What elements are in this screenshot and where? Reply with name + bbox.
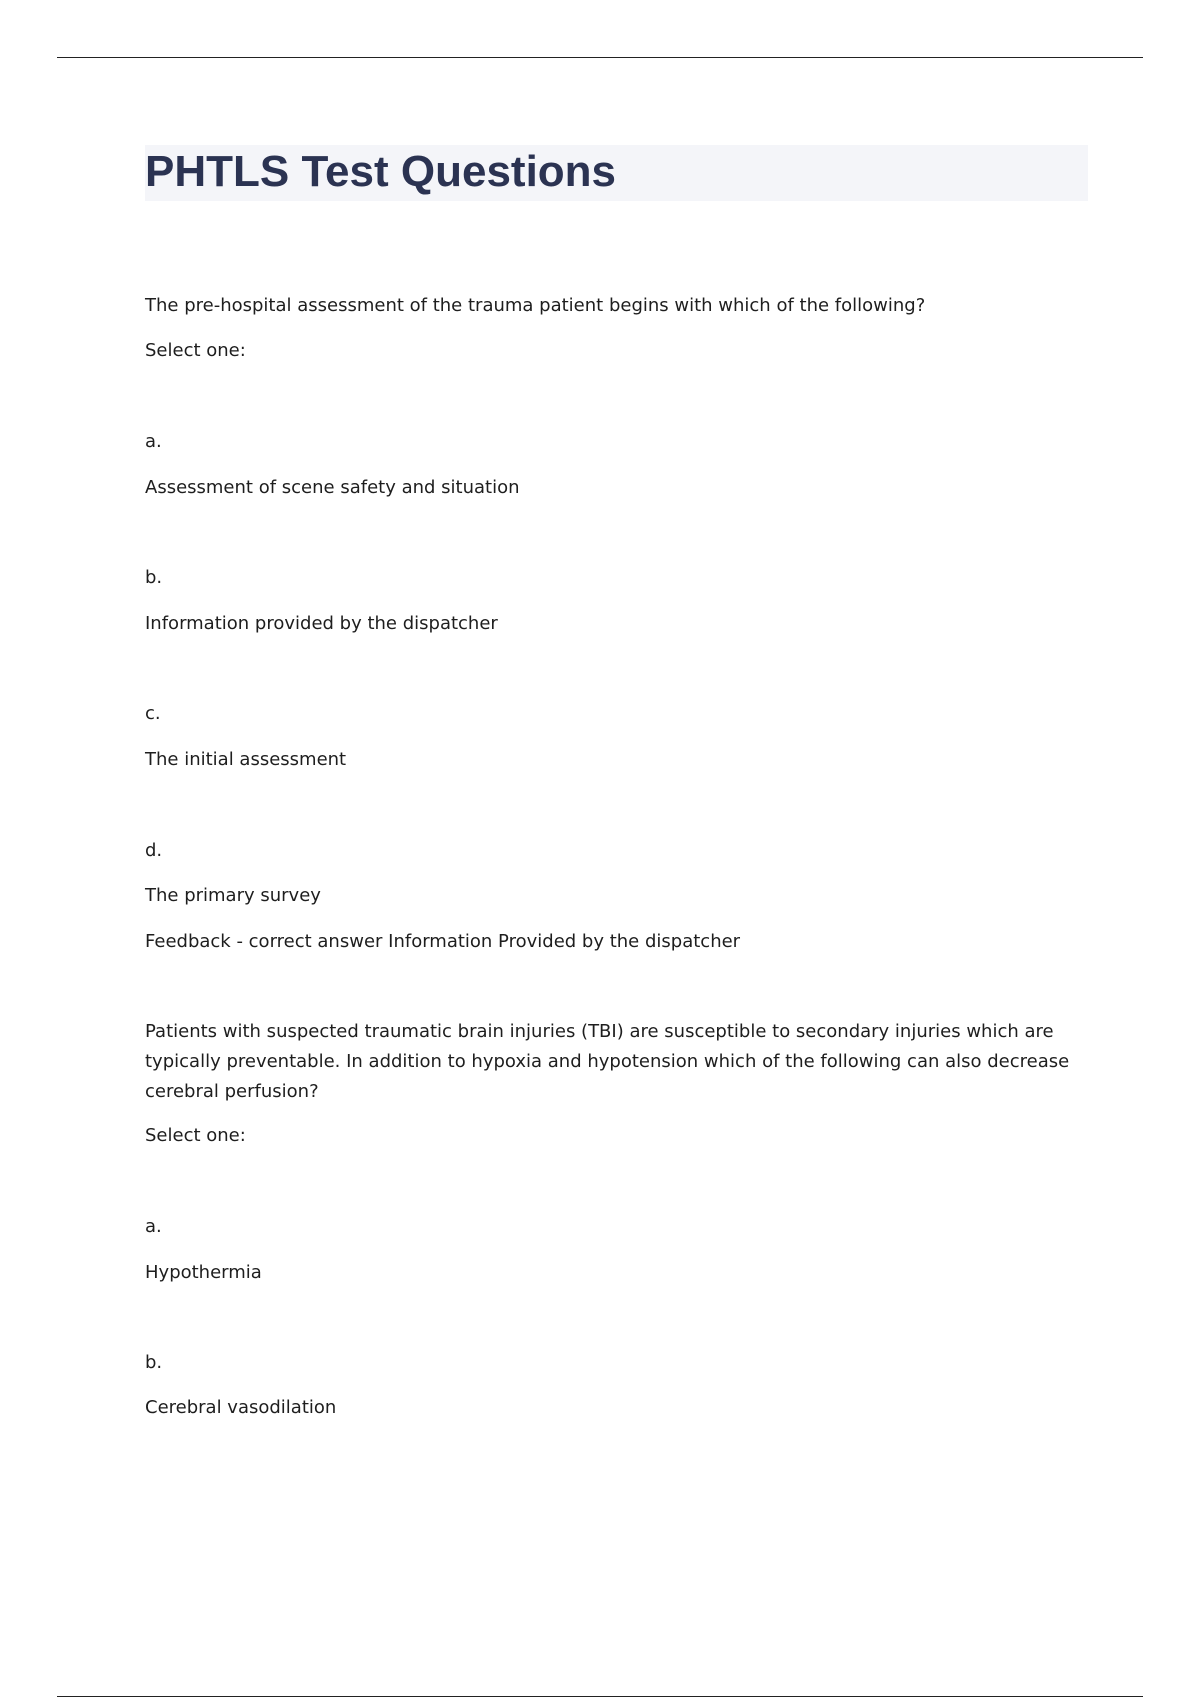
question-2-option-a-text: Hypothermia [145,1262,262,1283]
question-2-option-a-letter: a. [145,1216,162,1237]
question-2-instruction: Select one: [145,1125,246,1146]
question-1-option-c-text: The initial assessment [145,749,347,770]
question-1-option-c-letter: c. [145,703,161,724]
question-1-option-d-letter: d. [145,840,163,861]
question-1-option-a-letter: a. [145,431,162,452]
question-1-option-d-text: The primary survey [145,885,321,906]
question-2-option-b-text: Cerebral vasodilation [145,1397,337,1418]
question-1-option-b-letter: b. [145,567,163,588]
question-1-option-a-text: Assessment of scene safety and situation [145,477,520,498]
question-2-option-b-letter: b. [145,1352,163,1373]
question-1-option-b-text: Information provided by the dispatcher [145,613,498,634]
question-1-instruction: Select one: [145,340,246,361]
question-1-prompt: The pre-hospital assessment of the trauma patient begins with which of the following? [145,295,926,316]
header-rule [57,57,1143,58]
footer-rule [57,1696,1143,1697]
document-title: PHTLS Test Questions [145,147,617,196]
question-2-prompt: Patients with suspected traumatic brain injuries (TBI) are susceptible to secondary injuries which are typically preventable. In addition to hypoxia and hypotension which of the following can also decrease cerebral perfusion? [145,1021,1070,1102]
question-1-feedback: Feedback - correct answer Information Provided by the dispatcher [145,931,741,952]
